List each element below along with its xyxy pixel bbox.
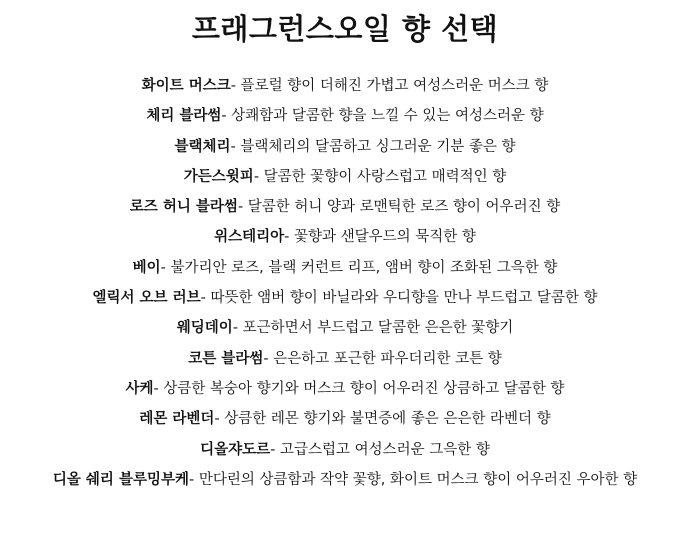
scent-item	[0, 344, 690, 374]
scent-name: 디올 쉐리 블루밍부케	[52, 471, 190, 488]
scent-name: 로즈 허니 블라썸	[129, 199, 238, 216]
scent-description: - 고급스럽고 여성스러운 그윽한 향	[270, 441, 490, 458]
scent-description: - 상쾌함과 달콤한 향을 느낄 수 있는 여성스러운 향	[221, 108, 544, 125]
page-title: 프래그런스오일 향 선택	[191, 12, 499, 46]
scent-item	[0, 162, 690, 192]
scent-item	[0, 465, 690, 495]
scent-item	[0, 192, 690, 222]
scent-name: 화이트 머스크	[141, 78, 231, 94]
scent-description: - 따뜻한 앰버 향이 바닐라와 우디향을 만나 부드럽고 달콤한 향	[200, 290, 598, 307]
scent-name: 블랙체리	[174, 138, 231, 155]
scent-name: 코튼 블라썸	[188, 350, 264, 367]
scent-description: - 상큼한 복숭아 향기와 머스크 향이 어우러진 상큼하고 달콤한 향	[153, 380, 565, 397]
scent-item	[0, 71, 690, 101]
scent-description: - 달콤한 허니 양과 로맨틱한 로즈 향이 어우러진 향	[237, 199, 561, 216]
scent-list	[0, 71, 690, 495]
scent-name: 엘릭서 오브 러브	[92, 290, 201, 307]
scent-description: - 은은하고 포근한 파우더리한 코튼 향	[263, 350, 502, 367]
scent-description: - 포근하면서 부드럽고 달콤한 은은한 꽃향기	[232, 320, 514, 337]
scent-description: - 불가리안 로즈, 블랙 커런트 리프, 앰버 향이 조화된 그윽한 향	[160, 259, 558, 276]
scent-item	[0, 435, 690, 465]
scent-item	[0, 283, 690, 313]
scent-name: 사케	[125, 380, 154, 397]
scent-name: 위스테리아	[214, 229, 285, 246]
scent-item	[0, 253, 690, 283]
scent-description: - 만다린의 상큼함과 작약 꽃향, 화이트 머스크 향이 어우러진 우아한 향	[189, 471, 638, 488]
scent-description: - 달콤한 꽃향이 사랑스럽고 매력적인 향	[253, 168, 507, 185]
scent-name: 레몬 라벤더	[139, 411, 215, 428]
scent-item	[0, 374, 690, 404]
scent-description: - 꽃향과 샌달우드의 묵직한 향	[284, 229, 476, 246]
scent-description: - 플로럴 향이 더해진 가볍고 여성스러운 머스크 향	[230, 78, 549, 94]
scent-name: 웨딩데이	[176, 320, 233, 337]
scent-description: - 블랙체리의 달콤하고 싱그러운 기분 좋은 향	[230, 138, 516, 155]
scent-name: 베이	[132, 259, 161, 276]
scent-item	[0, 222, 690, 252]
scent-item	[0, 313, 690, 343]
scent-description: - 상큼한 레몬 향기와 불면증에 좋은 은은한 라벤더 향	[214, 411, 551, 428]
scent-item	[0, 404, 690, 434]
scent-name: 체리 블라썸	[146, 108, 222, 125]
scent-item	[0, 101, 690, 131]
scent-name: 가든스윗피	[183, 168, 254, 185]
scent-name: 디올쟈도르	[200, 441, 271, 458]
scent-item	[0, 132, 690, 162]
